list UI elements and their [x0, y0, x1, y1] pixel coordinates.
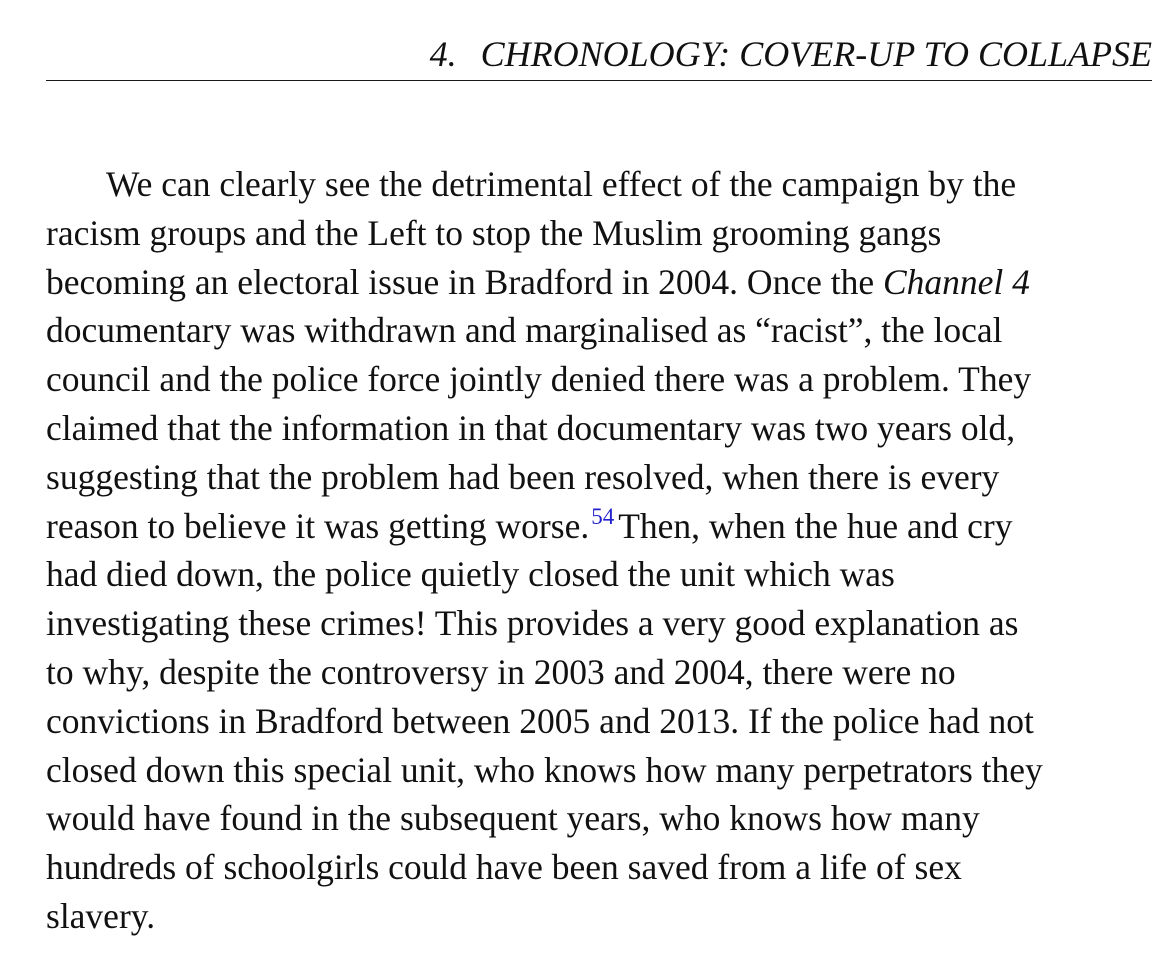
text-line — [46, 258, 1150, 307]
text-segment: becoming an electoral issue in Bradford in 2004. Once the — [46, 261, 883, 302]
text-line: council and the police force jointly denied there was a problem. They — [46, 359, 1032, 400]
text-line: investigating these crimes! This provides a very good explanation as — [46, 603, 1019, 644]
text-line: closed down this special unit, who knows how many perpetrators they — [46, 749, 1043, 790]
text-line: would have found in the subsequent years, who knows how many — [46, 798, 980, 839]
text-line: slavery. — [46, 895, 156, 936]
text-line: claimed that the information in that documentary was two years old, — [46, 407, 1016, 448]
text-segment: Then, when the hue and cry — [618, 505, 1013, 546]
text-line: We can clearly see the detrimental effect of the campaign by the — [106, 164, 1017, 204]
running-header — [46, 28, 1152, 81]
text-line: to why, despite the controversy in 2003 and 2004, there were no — [46, 651, 956, 692]
body-paragraph — [46, 160, 1150, 941]
chapter-title: CHRONOLOGY: COVER-UP TO COLLAPSE — [480, 34, 1152, 74]
publication-name: Channel 4 — [882, 261, 1030, 302]
footnote-reference-link[interactable]: 54 — [591, 503, 615, 529]
text-line: documentary was withdrawn and marginalised as “racist”, the local — [46, 310, 1003, 351]
text-line — [46, 502, 1150, 551]
text-line: had died down, the police quietly closed the unit which was — [46, 554, 895, 595]
text-line: hundreds of schoolgirls could have been saved from a life of sex — [46, 847, 962, 888]
text-line: racism groups and the Left to stop the Muslim grooming gangs — [46, 212, 942, 253]
text-segment: reason to believe it was getting worse. — [46, 505, 590, 546]
chapter-number: 4. — [429, 34, 457, 74]
text-line: convictions in Bradford between 2005 and 2013. If the police had not — [46, 700, 1034, 741]
text-line: suggesting that the problem had been resolved, when there is every — [46, 456, 1000, 497]
